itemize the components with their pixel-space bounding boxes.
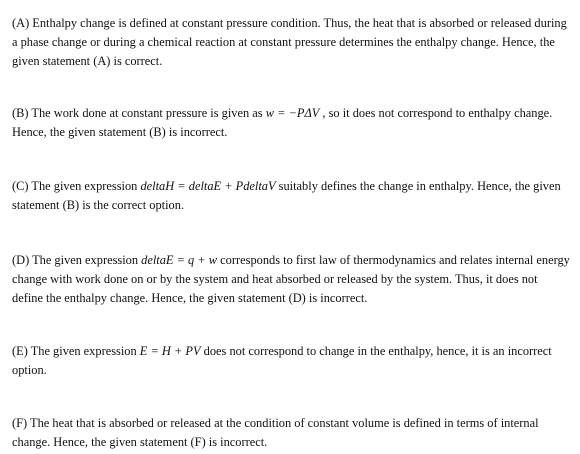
paragraph-c-text-before: (C) The given expression <box>12 179 141 193</box>
paragraph-e-text-after: does not correspond to change in the enthalpy, hence, it is an incorrect option. <box>12 344 552 377</box>
paragraph-e-text-before: (E) The given expression <box>12 344 140 358</box>
work-formula: w = −PΔV <box>265 106 320 120</box>
paragraph-d-text-before: (D) The given expression <box>12 253 142 267</box>
paragraph-c-text-after: suitably defines the change in enthalpy. Hence, the given statement (B) is the correct option. <box>12 179 561 212</box>
paragraph-e <box>12 342 570 380</box>
paragraph-d <box>12 251 570 308</box>
paragraph-b-text-after: , so it does not correspond to enthalpy change. Hence, the given statement (B) is incorrect. <box>12 106 553 139</box>
first-law-formula: deltaE = q + w <box>141 253 218 267</box>
paragraph-b-text-before: (B) The work done at constant pressure is given as <box>12 106 266 120</box>
energy-formula: E = H + PV <box>139 344 201 358</box>
paragraph-a: (A) Enthalpy change is defined at constant pressure condition. Thus, the heat that is absorbed or released during a phase change or during a chemical reaction at constant pressure determines the enthalpy change. Hence, the given statement (A) is correct. <box>12 16 567 68</box>
paragraph-f: (F) The heat that is absorbed or released at the condition of constant volume is defined in terms of internal change. Hence, the given statement (F) is incorrect. <box>12 416 539 449</box>
enthalpy-formula: deltaH = deltaE + PdeltaV <box>140 179 276 193</box>
paragraph-b <box>12 104 570 142</box>
paragraph-c <box>12 177 570 215</box>
paragraph-d-text-after: corresponds to first law of thermodynamics and relates internal energy change with work done on or by the system and heat absorbed or released by the system. Thus, it does not define the enthalpy change. Hence, the given statement (D) is incorrect. <box>12 253 570 305</box>
